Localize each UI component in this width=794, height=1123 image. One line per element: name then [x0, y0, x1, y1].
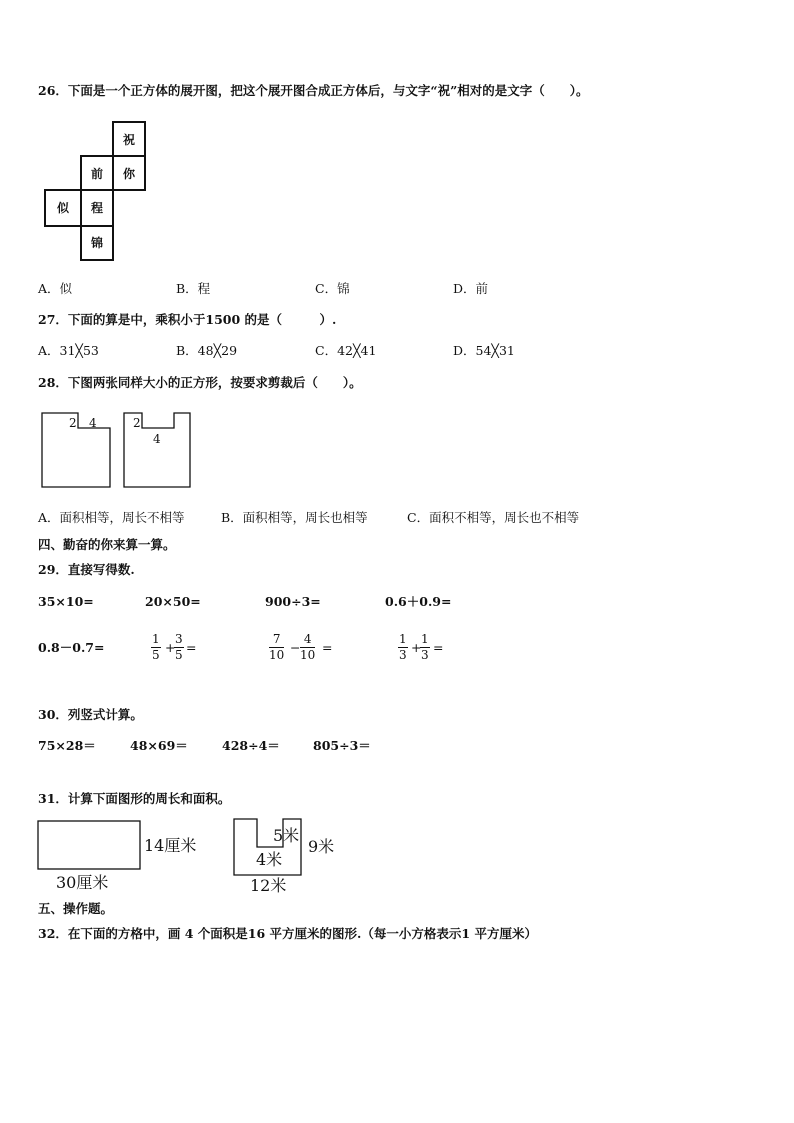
denominator: 5: [152, 648, 160, 662]
net-cell-qian: 前: [90, 167, 104, 181]
q28-stem: 28．下图两张同样大小的正方形，按要求剪裁后（ ）。: [38, 375, 362, 390]
q30-item-1: 75×28＝: [38, 738, 96, 753]
notched-shape-figure: [230, 813, 350, 897]
shape-notch-width-label: 4米: [256, 850, 283, 869]
fig2-label-4: 4: [153, 432, 161, 446]
net-cell-ni: 你: [122, 167, 136, 181]
numerator: 3: [175, 632, 183, 646]
fig2-label-2: 2: [133, 416, 141, 430]
q29-frac-c-2: [420, 632, 430, 663]
q30-item-3: 428÷4＝: [222, 738, 280, 753]
q26-option-d[interactable]: D．前: [453, 281, 489, 296]
rectangle-figure: [36, 818, 216, 894]
q26-option-c[interactable]: C．锦: [315, 281, 350, 296]
net-cell-si: 似: [56, 201, 70, 215]
q30-item-4: 805÷3＝: [313, 738, 371, 753]
numerator: 1: [399, 632, 407, 646]
q30-stem: 30．列竖式计算。: [38, 707, 143, 722]
shape-width-label: 12米: [250, 876, 287, 895]
net-cell-jin: 锦: [90, 236, 104, 250]
q29-frac-a-1: [151, 632, 161, 663]
numerator: 4: [300, 632, 315, 648]
q29-frac-a-2: [174, 632, 184, 663]
q29-item-4: 0.6＋0.9=: [385, 594, 452, 609]
q29-frac-b-1: [269, 632, 284, 663]
section-4-heading: 四、勤奋的你来算一算。: [38, 537, 176, 552]
q29-frac-a-op: +: [165, 640, 176, 655]
q29-item-2: 20×50=: [145, 594, 201, 609]
fig1-label-4: 4: [89, 416, 97, 430]
shape-height-label: 9米: [308, 837, 335, 856]
q29-item-1: 35×10=: [38, 594, 94, 609]
net-cell-zhu: 祝: [122, 133, 136, 147]
q29-frac-b-2: [300, 632, 315, 663]
q29-item-3: 900÷3=: [265, 594, 321, 609]
q27-stem: 27．下面的算是中，乘积小于1500 的是（ ）.: [38, 312, 337, 327]
denominator: 3: [421, 648, 429, 662]
net-cell-cheng: 程: [90, 201, 104, 215]
cube-net: [40, 120, 150, 262]
denominator: 10: [269, 648, 285, 662]
section-5-heading: 五、操作题。: [38, 901, 114, 916]
q28-option-a[interactable]: A．面积相等，周长不相等: [38, 510, 185, 525]
numerator: 7: [269, 632, 284, 648]
shape-notch-height-label: 5米: [273, 826, 300, 845]
q32-stem: 32．在下面的方格中，画 4 个面积是16 平方厘米的图形.（每一小方格表示1 平方厘米）: [38, 926, 537, 941]
q29-frac-c-op: +: [411, 640, 422, 655]
q28-option-c[interactable]: C．面积不相等，周长也不相等: [407, 510, 580, 525]
q26-stem: 26．下面是一个正方体的展开图，把这个展开图合成正方体后，与文字“祝”相对的是文字（ ）。: [38, 83, 589, 98]
q29-frac-c-eq: =: [433, 640, 444, 655]
q26-option-a[interactable]: A．似: [38, 281, 73, 296]
denominator: 10: [300, 648, 316, 662]
q27-option-d[interactable]: D．54╳31: [453, 343, 515, 358]
q27-option-b[interactable]: B．48╳29: [176, 343, 238, 358]
q27-option-c[interactable]: C．42╳41: [315, 343, 377, 358]
q30-item-2: 48×69＝: [130, 738, 188, 753]
denominator: 5: [175, 648, 183, 662]
q29-frac-b-op: −: [290, 640, 301, 655]
q29-frac-a-eq: =: [186, 640, 197, 655]
rect-width-label: 30厘米: [56, 873, 109, 892]
rect-height-label: 14厘米: [144, 836, 197, 855]
numerator: 1: [152, 632, 160, 646]
q29-frac-c-1: [398, 632, 408, 663]
cut-squares-figure: [38, 408, 198, 490]
q31-stem: 31．计算下面图形的周长和面积。: [38, 791, 231, 806]
q29-item-5: 0.8－0.7=: [38, 640, 105, 655]
q27-option-a[interactable]: A．31╳53: [38, 343, 99, 358]
q29-stem: 29．直接写得数.: [38, 562, 135, 577]
fig1-label-2: 2: [69, 416, 77, 430]
denominator: 3: [399, 648, 407, 662]
q29-frac-b-eq: =: [322, 640, 333, 655]
q28-option-b[interactable]: B．面积相等，周长也相等: [221, 510, 368, 525]
q26-option-b[interactable]: B．程: [176, 281, 211, 296]
numerator: 1: [421, 632, 429, 646]
